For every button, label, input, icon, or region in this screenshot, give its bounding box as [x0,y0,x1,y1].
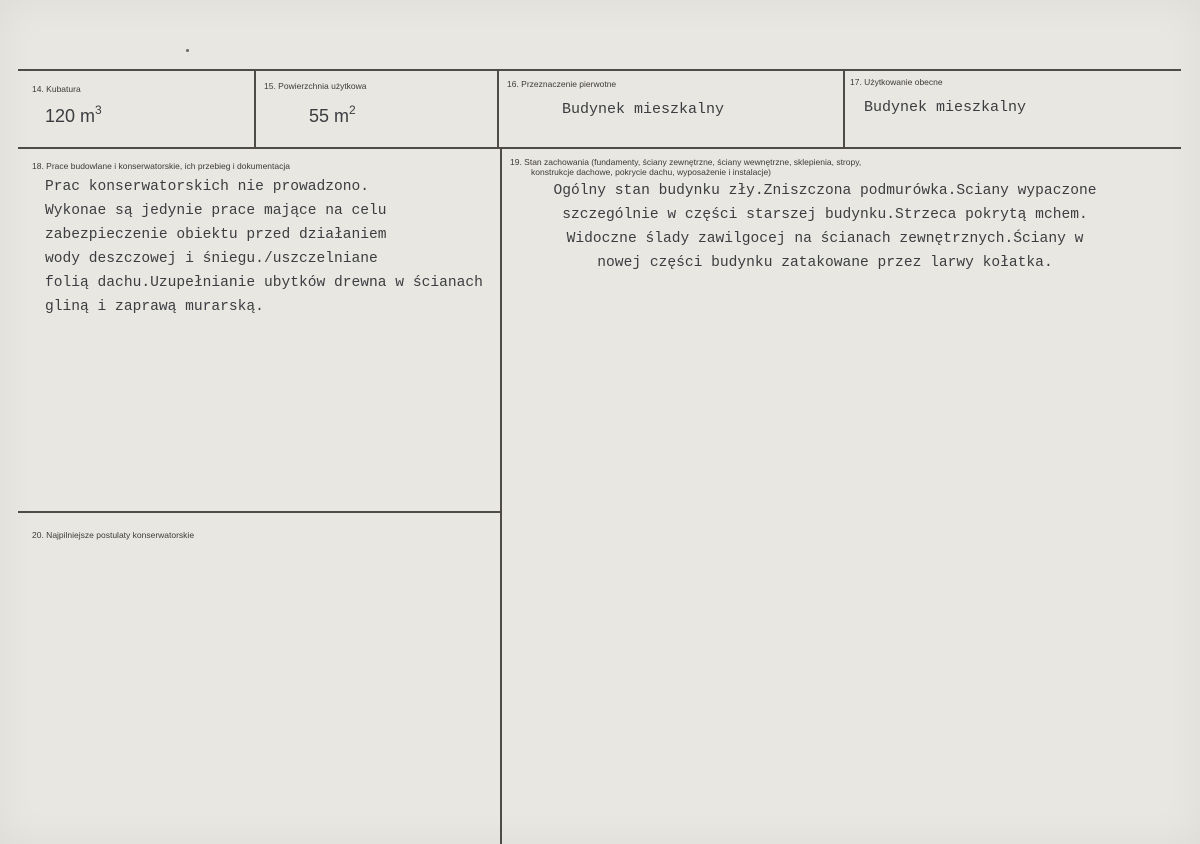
prace-line: zabezpieczenie obiektu przed działaniem [45,227,387,243]
powierzchnia-exponent: 2 [349,103,356,117]
prace-line: wody deszczowej i śniegu./uszczelniane [45,251,378,267]
przeznaczenie-label: 16. Przeznaczenie pierwotne [507,79,617,89]
prace-line: Prac konserwatorskich nie prowadzono. [45,179,370,195]
powierzchnia-value [309,103,356,127]
uzytkowanie-value: Budynek mieszkalny [864,99,1027,116]
powierzchnia-number: 55 m [309,106,350,126]
stan-text [515,179,1135,275]
punch-mark [186,49,189,52]
kubatura-exponent: 3 [95,103,102,117]
przeznaczenie-value: Budynek mieszkalny [562,101,725,118]
stan-label-line1: 19. Stan zachowania (fundamenty, ściany zewnętrzne, ściany wewnętrzne, sklepienia, stropy, [510,157,862,167]
kubatura-number: 120 m [45,106,96,126]
prace-text [45,175,483,319]
col-divider-3 [843,70,845,148]
stan-line: nowej części budynku zatakowane przez larwy kołatka. [597,255,1053,271]
stan-line: Ogólny stan budynku zły.Zniszczona podmurówka.Sciany wypaczone [553,183,1097,199]
prace-label: 18. Prace budowlane i konserwatorskie, ich przebieg i dokumentacja [32,161,290,171]
col-divider-main [500,148,502,844]
stan-line: szczególnie w części starszej budynku.Strzeca pokrytą mchem. [562,207,1088,223]
kubatura-label: 14. Kubatura [32,84,81,94]
prace-line: gliną i zaprawą murarską. [45,299,264,315]
stan-line: Widoczne ślady zawilgocej na ścianach zewnętrznych.Ściany w [566,231,1084,247]
top-rule [18,69,1181,71]
col-divider-2 [497,70,499,148]
col-divider-1 [254,70,256,148]
postulaty-label: 20. Najpilniejsze postulaty konserwatorskie [32,530,195,540]
prace-line: folią dachu.Uzupełnianie ubytków drewna w ścianach [45,275,483,291]
stan-label-line2: konstrukcje dachowe, pokrycie dachu, wyposażenie i instalacje) [531,167,772,177]
section-divider [18,511,501,513]
prace-line: Wykonae są jedynie prace mające na celu [45,203,387,219]
uzytkowanie-label: 17. Użytkowanie obecne [850,77,943,87]
powierzchnia-label: 15. Powierzchnia użytkowa [264,81,367,91]
row-divider [18,147,1181,149]
kubatura-value [45,103,102,127]
